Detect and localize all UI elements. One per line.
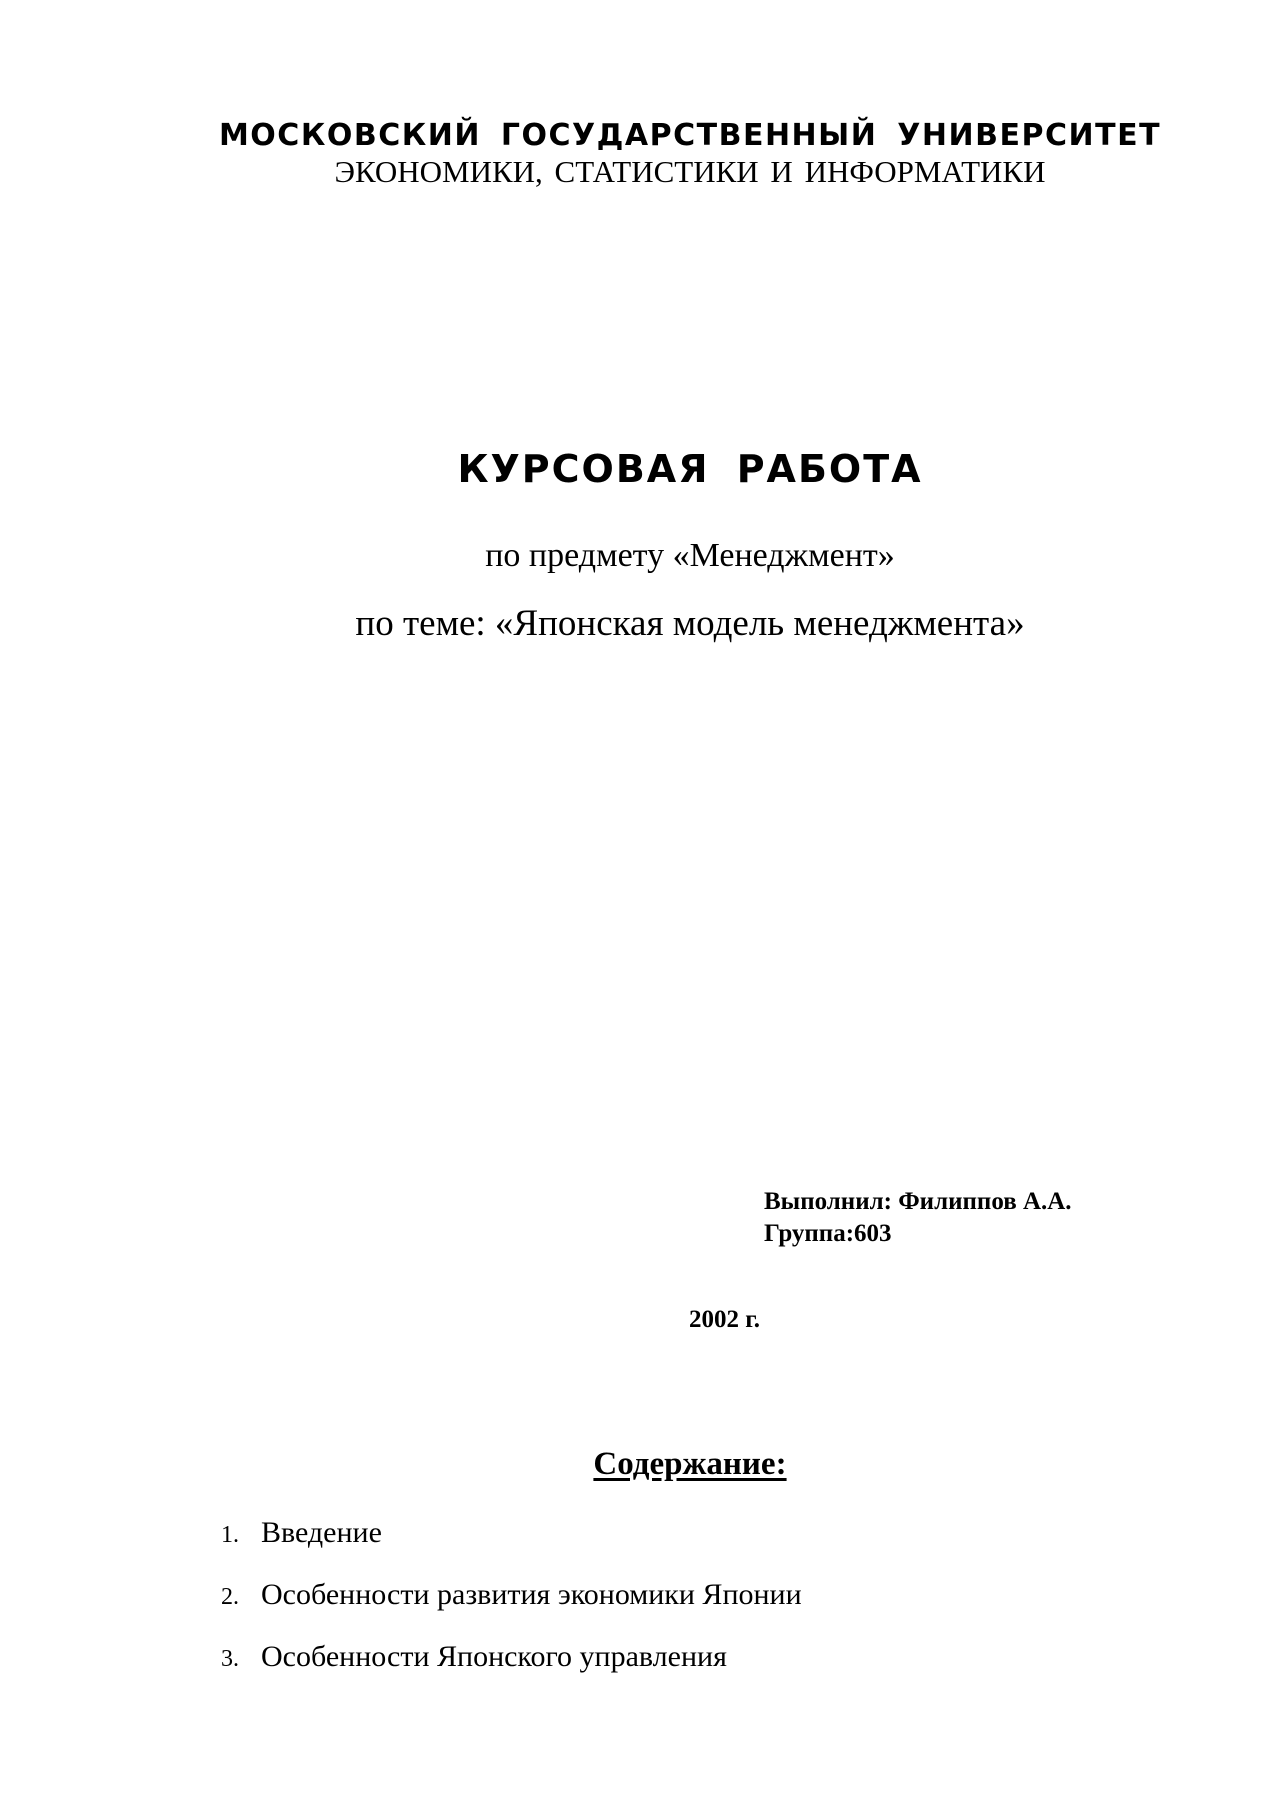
toc-item — [221, 1640, 727, 1674]
toc-item-text: Особенности развития экономики Японии — [261, 1578, 802, 1611]
toc-item — [221, 1516, 382, 1550]
year-line: 2002 г. — [689, 1306, 761, 1333]
university-name-line-2: ЭКОНОМИКИ, СТАТИСТИКИ И ИНФОРМАТИКИ — [334, 154, 1046, 189]
toc-item-text: Введение — [261, 1516, 382, 1549]
toc-item — [221, 1578, 802, 1612]
toc-item-number: 2. — [221, 1584, 239, 1610]
toc-item-text: Особенности Японского управления — [261, 1640, 727, 1673]
topic-line: по теме: «Японская модель менеджмента» — [355, 603, 1025, 644]
toc-heading: Содержание: — [593, 1446, 787, 1482]
toc-item-number: 1. — [221, 1522, 239, 1548]
university-name-line-1: МОСКОВСКИЙ ГОСУДАРСТВЕННЫЙ УНИВЕРСИТЕТ — [218, 118, 1162, 153]
author-line: Выполнил: Филиппов А.А. — [764, 1188, 1072, 1215]
document-type-title: КУРСОВАЯ РАБОТА — [457, 447, 923, 491]
group-line: Группа:603 — [764, 1220, 892, 1247]
subject-line: по предмету «Менеджмент» — [485, 537, 895, 574]
toc-item-number: 3. — [221, 1646, 239, 1672]
